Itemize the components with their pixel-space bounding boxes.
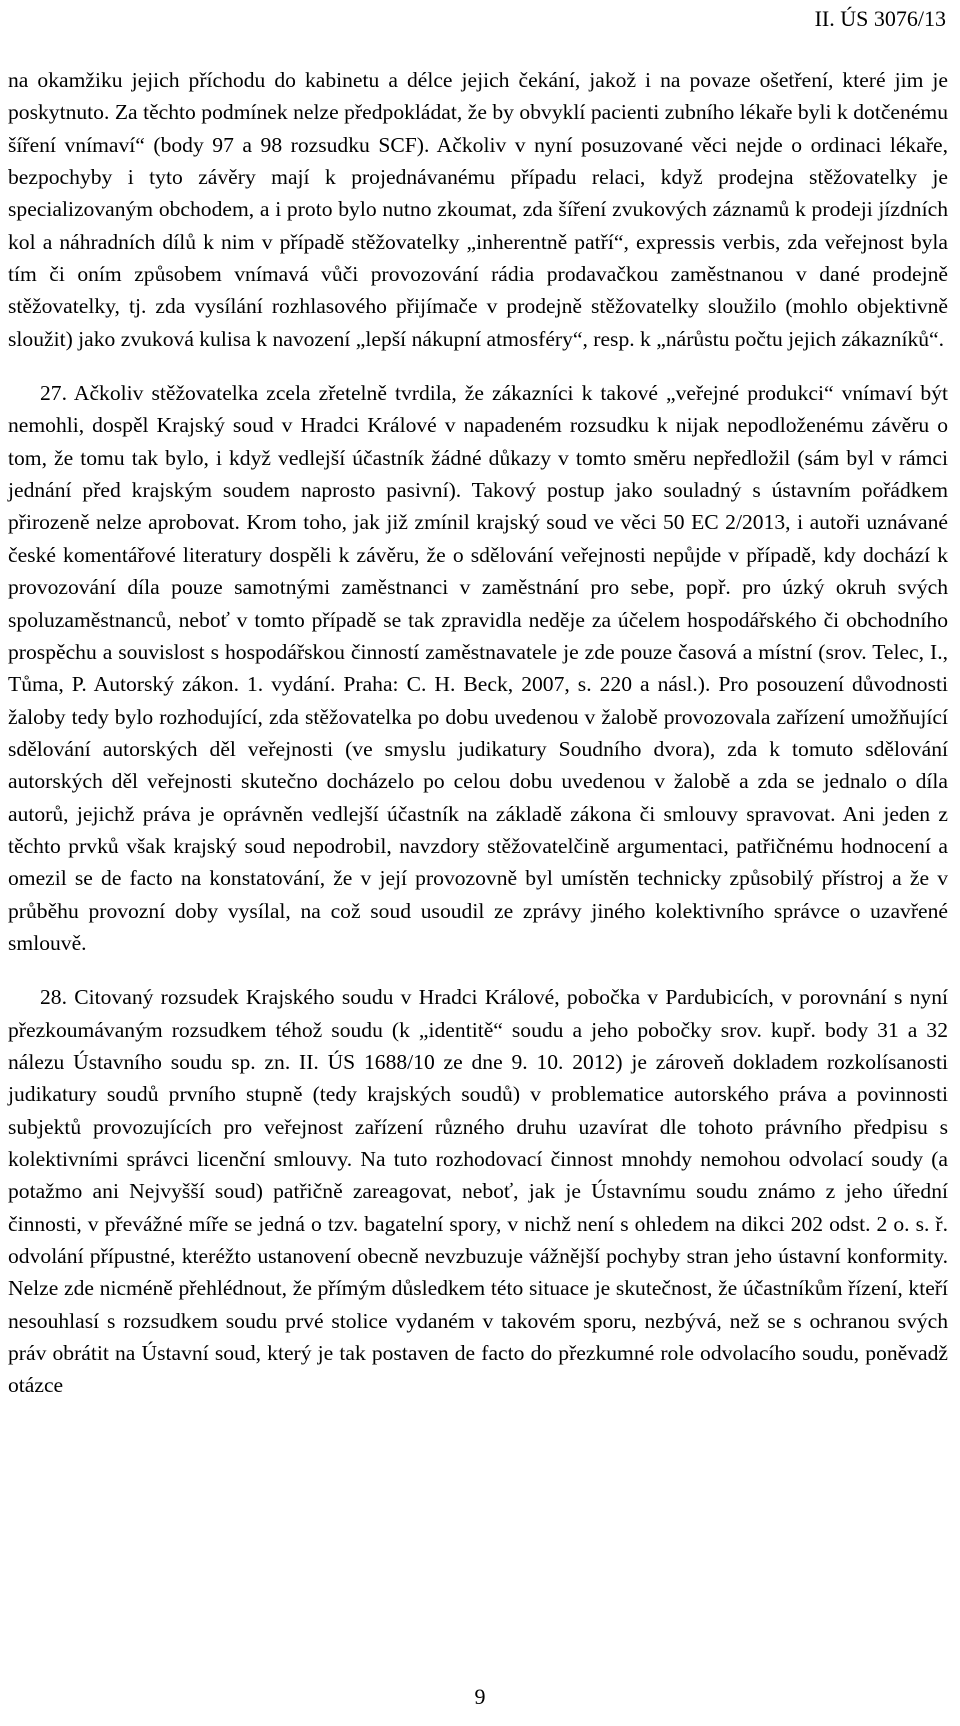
paragraph-continuation (8, 64, 948, 355)
case-number-header: II. ÚS 3076/13 (814, 6, 946, 31)
document-body (8, 64, 948, 1402)
paragraph-number: 28. (40, 985, 67, 1010)
paragraph-text: Ačkoliv stěžovatelka zcela zřetelně tvrdila, že zákazníci k takové „veřejné produkci“ vnímaví být nemohli, dospěl Krajský soud v Hradci Králové v napadeném rozsudku k nijak nepodloženému závěru o tom, že tomu tak bylo, i když vedlejší účastník žádné důkazy v tomto směru nepředložil (sám byl v rámci jednání před krajským soudem naprosto pasivní). Takový postup jako souladný s ústavním pořádkem přirozeně nelze aprobovat. Krom toho, jak již zmínil krajský soud ve věci 50 EC 2/2013, i autoři uznávané české komentářové literatury dospěli k závěru, že o sdělování veřejnosti nepůjde v případě, kdy dochází k provozování díla pouze samotnými zaměstnanci v zaměstnání pro sebe, popř. pro úzký okruh svých spoluzaměstnanců, neboť v tomto případě se tak zpravidla neděje za účelem hospodářského či obchodního prospěchu a souvislost s hospodářskou činností zaměstnavatele je zde pouze časová a místní (srov. Telec, I., Tůma, P. Autorský zákon. 1. vydání. Praha: C. H. Beck, 2007, s. 220 a násl.). Pro posouzení důvodnosti žaloby tedy bylo rozhodující, zda stěžovatelka po dobu uvedenou v žalobě provozovala zařízení umožňující sdělování autorských děl veřejnosti (ve smyslu judikatury Soudního dvora), zda k tomuto sdělování autorských děl veřejnosti skutečno docházelo po celou dobu uvedenou v žalobě a zda se jednalo o díla autorů, jejichž práva je oprávněn vedlejší účastník na základě zákona či smlouvy spravovat. Ani jeden z těchto prvků však krajský soud nepodrobil, navzdory stěžovatelčině argumentaci, patřičnému hodnocení a omezil se de facto na konstatování, že v její provozovně byl umístěn technicky způsobilý přístroj a že v průběhu provozní doby vysílal, na což soud usoudil ze zprávy jiného kolektivního správce o uzavřené smlouvě. (8, 381, 948, 955)
paragraph-text: Citovaný rozsudek Krajského soudu v Hradci Králové, pobočka v Pardubicích, v porovnání s nyní přezkoumávaným rozsudkem téhož soudu (k „identitě“ soudu a jeho pobočky srov. kupř. body 31 a 32 nálezu Ústavního soudu sp. zn. II. ÚS 1688/10 ze dne 9. 10. 2012) je zároveň dokladem rozkolísanosti judikatury soudů prvního stupně (tedy krajských soudů) v problematice autorského práva a povinnosti subjektů provozujících pro veřejnost zařízení různého druhu uzavírat dle tohoto právního předpisu s kolektivními správci licenční smlouvy. Na tuto rozhodovací činnost mnohdy nemohou odvolací soudy (a potažmo ani Nejvyšší soud) patřičně zareagovat, neboť, jak je Ústavnímu soudu známo z jeho úřední činnosti, v převážné míře se jedná o tzv. bagatelní spory, v nichž není s ohledem na dikci 202 odst. 2 o. s. ř. odvolání přípustné, kteréžto ustanovení obecně nevzbuzuje vážnější pochyby stran jeho ústavní konformity. Nelze zde nicméně přehlédnout, že přímým důsledkem této situace je skutečnost, že účastníkům řízení, kteří nesouhlasí s rozsudkem soudu prvé stolice vydaném v takovém sporu, nezbývá, než se s ochranou svých práv obrátit na Ústavní soud, který je tak postaven de facto do přezkumné role odvolacího soudu, poněvadž otázce (8, 985, 948, 1398)
paragraph-28 (8, 981, 948, 1401)
page-number: 9 (474, 1684, 486, 1709)
paragraph-text: na okamžiku jejich příchodu do kabinetu a délce jejich čekání, jakož i na povaze ošetření, které jim je poskytnuto. Za těchto podmínek nelze předpokládat, že by obvyklí pacienti zubního lékaře byli k dotčenému šíření vnímaví“ (body 97 a 98 rozsudku SCF). Ačkoliv v nyní posuzované věci nejde o ordinaci lékaře, bezpochyby i tyto závěry mají k projednávanému případu relaci, když prodejna stěžovatelky je specializovaným obchodem, a i proto bylo nutno zkoumat, zda šíření zvukových záznamů k prodeji jízdních kol a náhradních dílů k nim v případě stěžovatelky „inherentně patří“, expressis verbis, zda veřejnost byla tím či oním způsobem vnímavá vůči provozování rádia prodavačkou zaměstnanou v dané prodejně stěžovatelky, tj. zda vysílání rozhlasového přijímače v prodejně stěžovatelky sloužilo (mohlo objektivně sloužit) jako zvuková kulisa k navození „lepší nákupní atmosféry“, resp. k „nárůstu počtu jejich zákazníků“. (8, 68, 948, 351)
paragraph-27 (8, 377, 948, 959)
paragraph-number: 27. (40, 381, 67, 406)
